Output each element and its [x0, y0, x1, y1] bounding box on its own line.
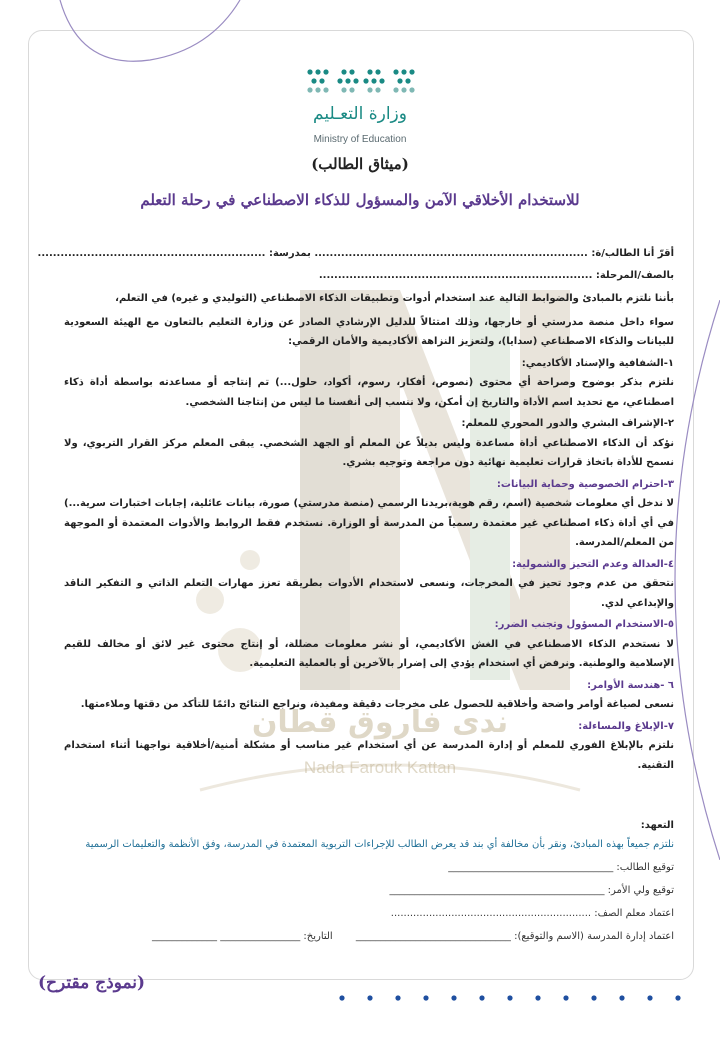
proposal-label: (نموذج مقترح) — [38, 973, 146, 993]
pledge-title: التعهد: — [640, 820, 674, 831]
section-text-7: نلتزم بالإبلاغ الفوري للمعلم أو إدارة المدرسة عن أي استخدام غير مناسب أو مشكلة أمنية/أخلاقية نواجهنا أثناء استخدام التقنية. — [64, 740, 674, 771]
section-title-6: ٦ -هندسة الأوامر: — [587, 679, 674, 691]
page-subtitle: للاستخدام الأخلاقي الآمن والمسؤول للذكاء الاصطناعي في رحلة التعلم — [140, 191, 580, 209]
school-approval-row — [64, 931, 674, 942]
teacher-approval-field[interactable]: اعتماد معلم الصف: ............................................................... — [390, 908, 674, 919]
dots-logo-icon — [300, 64, 420, 100]
student-signature-field[interactable]: توقيع الطالب: _________________________________ — [448, 862, 674, 873]
section-title-7: ٧-الإبلاغ والمساءلة: — [578, 720, 674, 732]
section-title-4: ٤-العدالة وعدم التحيز والشمولية: — [512, 558, 674, 570]
charter-body — [37, 246, 674, 779]
intro-paragraph-1: بأننا نلتزم بالمبادئ والضوابط التالية عند استخدام أدوات وتطبيقات الذكاء الاصطناعي (التوليدي و غيره) في التعلم، — [115, 293, 674, 304]
section-title-1: ١-الشفافية والإسناد الأكاديمي: — [521, 357, 674, 369]
section-title-5: ٥-الاستخدام المسؤول وتجنب الضرر: — [494, 619, 674, 630]
section-text-2: نؤكد أن الذكاء الاصطناعي أداة مساعدة وليس بديلاً عن المعلم أو الجهد الشخصي. يبقى المعلم مركز القرار التربوي، ولا نسمح للأداة باتخاذ قرارات تعليمية نهائية دون مراجعة وتوجيه بشري. — [64, 437, 674, 468]
section-title-3: ٣-احترام الخصوصية وحماية البيانات: — [496, 478, 674, 490]
watermark-name-en: Nada Farouk Kattan — [303, 758, 457, 777]
parent-signature-field[interactable]: توقيع ولي الأمر: ___________________________________________ — [389, 885, 674, 896]
section-title-2: ٢-الإشراف البشري والدور المحوري للمعلم: — [461, 418, 674, 429]
intro-paragraph-2: سواء داخل منصة مدرستي أو خارجها، وذلك امتثالاً للدليل الإرشادي الصادر عن وزارة التعليم بالتعاون مع الهيئة السعودية للبيانات والذكاء الاصطناعي (سدايا)، ولتعزيز النزاهة الأكاديمية والأمان الرقمي: — [64, 316, 674, 347]
page-title: (ميثاق الطالب) — [311, 155, 409, 173]
grade-line: بالصف/المرحلة: ........................................................................ — [318, 269, 674, 281]
section-text-4: نتحقق من عدم وجود تحيز في المخرجات، ونسعى لاستخدام الأدوات بطريقة تعزز مهارات التعلم الذاتي و التفكير الناقد والإبداعي لدي. — [64, 578, 674, 609]
pledge-text: نلتزم جميعاً بهذه المبادئ، ونقر بأن مخالفة أي بند قد يعرض الطالب للإجراءات التربوية المعتمدة في المدرسة، وفق الأنظمة والتعليمات الرسمية — [85, 839, 674, 850]
student-info-line: أقرّ أنا الطالب/ة: ........................................................................ بمدرسة: ............................................................ — [37, 248, 674, 259]
ministry-logo — [300, 64, 420, 154]
section-text-1: نلتزم بذكر بوضوح وصراحة أي محتوى (نصوص، أفكار، رسوم، أكواد، حلول...) تم إنتاجه أو مساعدته بواسطة أداة ذكاء اصطناعي، مع تحديد اسم الأداة والتاريخ إن أمكن، ولا ننسب إلى أنفسنا ما ليس من إنتاجنا الشخصي. — [64, 377, 674, 408]
section-text-3: لا ندخل أي معلومات شخصية (اسم، رقم هوية،بريدنا الرسمي (منصة مدرستي) صورة، بيانات عائلية، إجابات اختبارات سرية...) في أي أداة ذكاء اصطناعي غير معتمدة رسمياً من المدرسة أو الوزارة. نستخدم فقط الروابط والأدوات المعتمدة أو الموجهة من المعلم/المدرسة. — [64, 498, 674, 548]
logo-english-text: Ministry of Education — [313, 134, 407, 145]
decorative-dots — [330, 992, 700, 1004]
pledge-section — [64, 820, 674, 954]
logo-arabic-text: وزارة التعـليم — [313, 104, 407, 124]
school-approval-field[interactable]: اعتماد إدارة المدرسة (الاسم والتوقيع): _______________________________ — [355, 931, 674, 942]
section-text-6: نسعى لصياغة أوامر واضحة وأخلاقية للحصول على مخرجات دقيقة ومفيدة، ونراجع النتائج دائمًا للتأكد من دقتها وملاءمتها. — [80, 699, 674, 710]
date-field[interactable]: التاريخ: ________________ _____________ — [152, 931, 333, 942]
watermark-name-ar: ندى فاروق قطان — [251, 705, 509, 740]
section-text-5: لا نستخدم الذكاء الاصطناعي في الغش الأكاديمي، أو نشر معلومات مضللة، أو إنتاج محتوى غير لائق أو مخالف للقيم الإسلامية والوطنية. ونرفض أي استخدام يؤدي إلى إضرار بالآخرين أو بالعملية التعليمية. — [64, 638, 674, 669]
